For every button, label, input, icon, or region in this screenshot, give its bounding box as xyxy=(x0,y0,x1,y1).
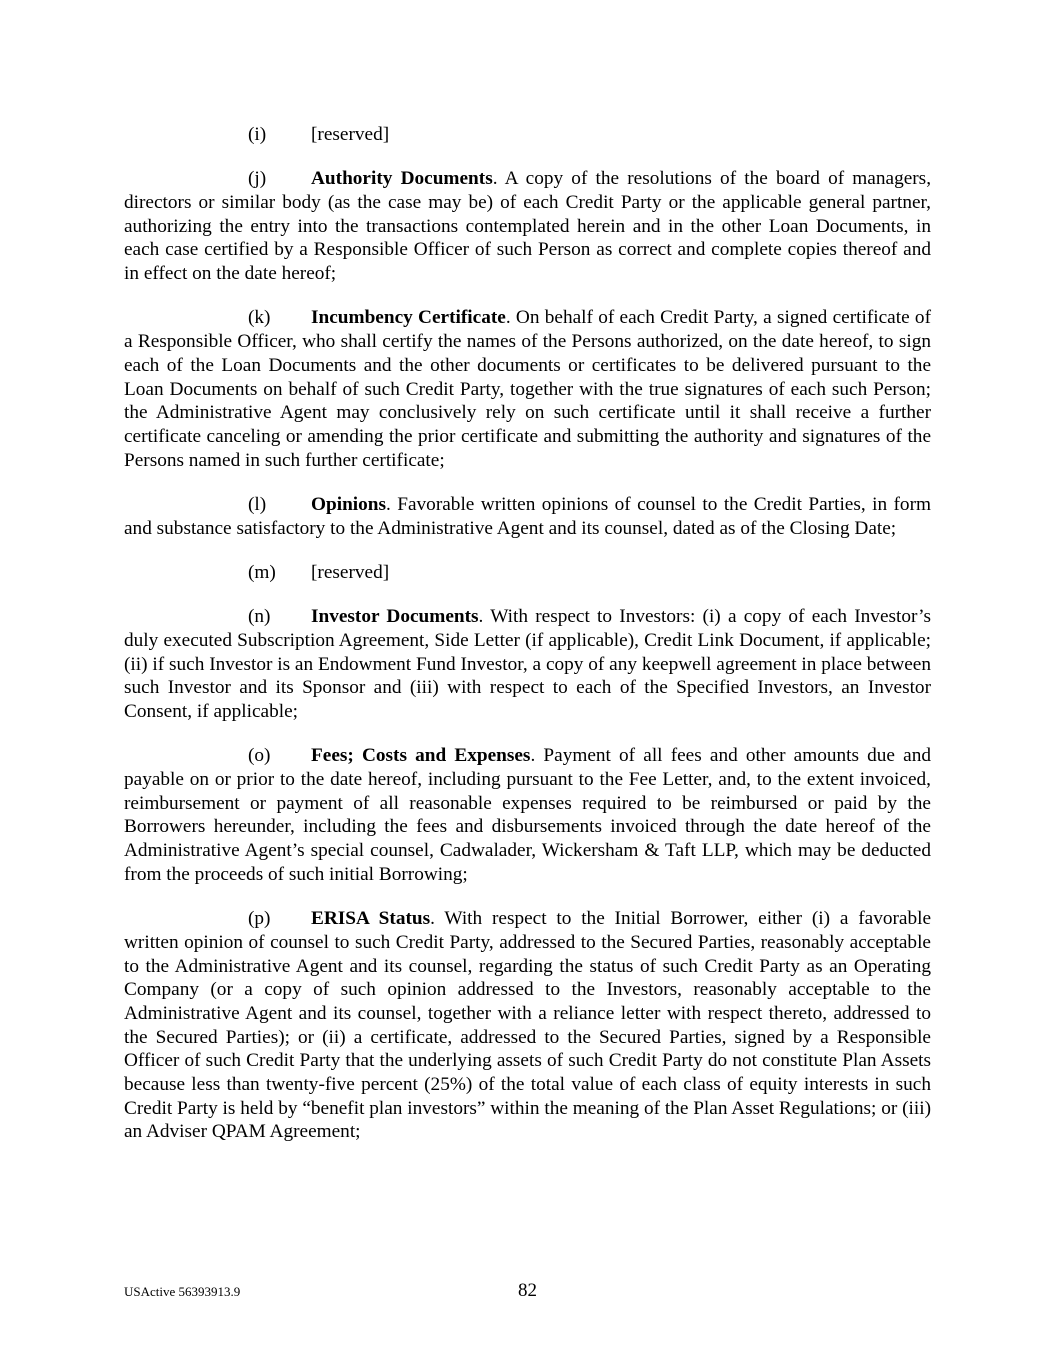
footer-document-id: USActive 56393913.9 xyxy=(124,1284,241,1299)
paragraph-m xyxy=(124,561,931,585)
paragraph-i xyxy=(124,123,931,147)
paragraph-text: . On behalf of each Credit Party, a signed certificate of a Responsible Officer, who shall certify the names of the Persons authorized, on the date hereof, to sign each of the Loan Documents and the other documents or certificates to be delivered pursuant to the Loan Documents on behalf of such Credit Party, together with the true signatures of each such Person; the Administrative Agent may conclusively rely on such certificate until it shall receive a further certificate canceling or amending the prior certificate and submitting the authority and signatures of the Persons named in such further certificate; xyxy=(124,307,931,471)
paragraph-title: Authority Documents xyxy=(311,168,493,190)
paragraph-label: (k) xyxy=(248,307,271,329)
paragraph-label: (i) xyxy=(248,124,267,145)
paragraph-n xyxy=(124,605,931,724)
paragraph-text: . With respect to Investors: (i) a copy of each Investor’s duly executed Subscription Agreement, Side Letter (if applicable), Credit Link Document, if applicable; (ii) if such Investor is an Endowment Fund Investor, a copy of any keepwell agreement in place between such Investor and its Sponsor and (iii) with respect to each of the Specified Investors, an Investor Consent, if applicable; xyxy=(124,606,931,723)
paragraph-text: . With respect to the Initial Borrower, either (i) a favorable written opinion of counsel to such Credit Party, addressed to the Secured Parties, reasonably acceptable to the Administrative Agent and its counsel, regarding the status of such Credit Party as an Operating Company (or a copy of such opinion addressed to the Investors, reasonably acceptable to the Administrative Agent and its counsel, together with a reliance letter with respect thereto, addressed to the Secured Parties); or (ii) a certificate, addressed to the Secured Parties, signed by a Responsible Officer of such Credit Party that the underlying assets of such Credit Party do not constitute Plan Assets because less than twenty-five percent (25%) of the total value of each class of equity interests in such Credit Party is held by “benefit plan investors” within the meaning of the Plan Asset Regulations; or (iii) an Adviser QPAM Agreement; xyxy=(124,908,932,1143)
paragraph-label: (m) xyxy=(248,561,276,583)
paragraph-j xyxy=(124,167,931,286)
paragraph-label: (o) xyxy=(248,745,271,767)
paragraph-text: [reserved] xyxy=(311,561,390,583)
paragraph-label: (j) xyxy=(248,168,267,190)
paragraph-title: Fees; Costs and Expenses xyxy=(311,745,531,767)
paragraph-title: ERISA Status xyxy=(311,908,431,930)
paragraph-l xyxy=(124,493,931,540)
document-body xyxy=(124,123,931,1165)
paragraph-title: Investor Documents xyxy=(311,606,479,628)
paragraph-title: Opinions xyxy=(311,493,387,515)
paragraph-o xyxy=(124,744,931,886)
paragraph-label: (n) xyxy=(248,606,271,628)
paragraph-text: [reserved] xyxy=(311,124,390,145)
paragraph-p xyxy=(124,907,931,1144)
paragraph-label: (p) xyxy=(248,908,271,930)
paragraph-text: . Payment of all fees and other amounts due and payable on or prior to the date hereof, including pursuant to the Fee Letter, and, to the extent invoiced, reimbursement or payment of all reasonable expenses required to be reimbursed or paid by the Borrowers hereunder, including the fees and disbursements invoiced through the date hereof of the Administrative Agent’s special counsel, Cadwalader, Wickersham & Taft LLP, which may be deducted from the proceeds of such initial Borrowing; xyxy=(124,745,931,885)
page-number: 82 xyxy=(518,1280,537,1301)
paragraph-text: . A copy of the resolutions of the board of managers, directors or similar body (as the case may be) of each Credit Party or the applicable general partner, authorizing the entry into the transactions contemplated herein and in the other Loan Documents, in each case certified by a Responsible Officer of such Person as correct and complete copies thereof and in effect on the date hereof; xyxy=(124,168,932,285)
paragraph-label: (l) xyxy=(248,493,267,515)
paragraph-title: Incumbency Certificate xyxy=(311,307,506,329)
paragraph-text: . Favorable written opinions of counsel to the Credit Parties, in form and substance satisfactory to the Administrative Agent and its counsel, dated as of the Closing Date; xyxy=(124,493,931,539)
paragraph-k xyxy=(124,306,931,472)
